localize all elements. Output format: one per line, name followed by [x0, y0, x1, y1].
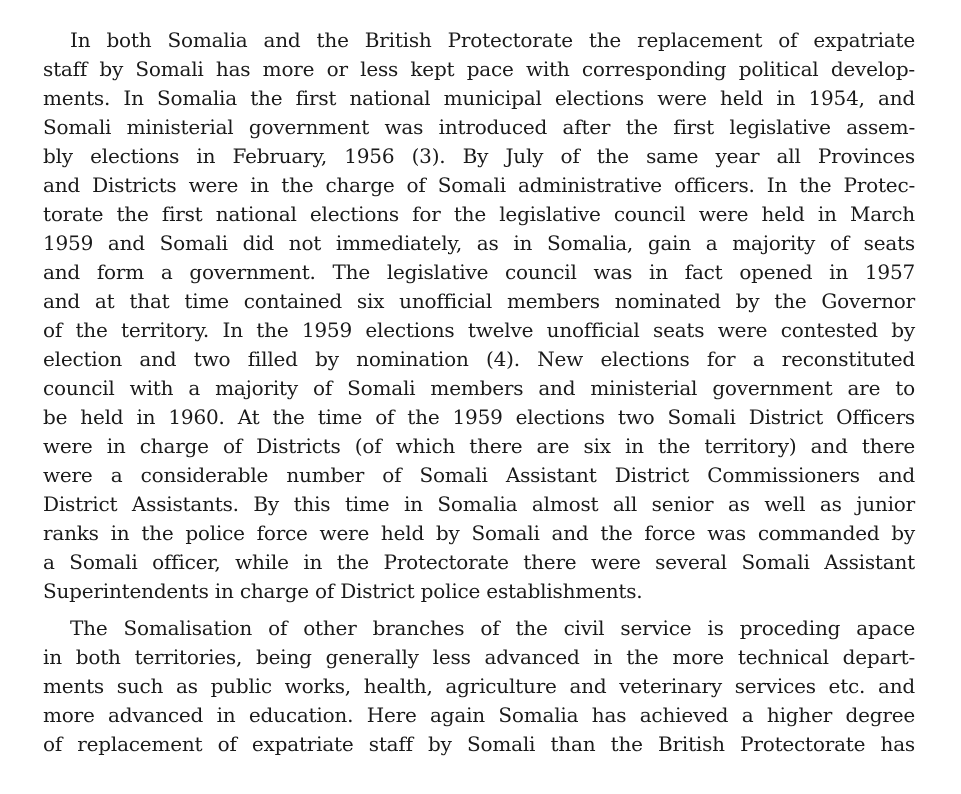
text-line: District Assistants. By this time in Somalia almost all senior as well as junior: [43, 492, 915, 516]
text-line: In both Somalia and the British Protectorate the replacement of expatriate: [70, 28, 915, 52]
text-line: were in charge of Districts (of which there are six in the territory) and there: [43, 434, 915, 458]
text-line: in both territories, being generally less advanced in the more technical depart-: [43, 645, 915, 669]
text-line: were a considerable number of Somali Assistant District Commissioners and: [43, 463, 915, 487]
text-line: election and two filled by nomination (4). New elections for a reconstituted: [43, 347, 915, 371]
paragraph-1: [43, 26, 915, 606]
text-line: and at that time contained six unofficial members nominated by the Governor: [43, 289, 915, 313]
text-line: more advanced in education. Here again Somalia has achieved a higher degree: [43, 703, 915, 727]
text-line: ments. In Somalia the first national municipal elections were held in 1954, and: [43, 86, 915, 110]
text-line: staff by Somali has more or less kept pace with corresponding political develop-: [43, 57, 915, 81]
text-line: of replacement of expatriate staff by Somali than the British Protectorate has: [43, 732, 915, 756]
text-line: and form a government. The legislative council was in fact opened in 1957: [43, 260, 915, 284]
text-line: Somali ministerial government was introduced after the first legislative assem-: [43, 115, 915, 139]
document-body: [43, 26, 915, 759]
text-line: be held in 1960. At the time of the 1959 elections two Somali District Officers: [43, 405, 915, 429]
text-line: council with a majority of Somali members and ministerial government are to: [43, 376, 915, 400]
text-line: ranks in the police force were held by Somali and the force was commanded by: [43, 521, 915, 545]
paragraph-2: [43, 614, 915, 759]
text-line: and Districts were in the charge of Somali administrative officers. In the Protec-: [43, 173, 915, 197]
text-line: The Somalisation of other branches of the civil service is proceding apace: [70, 616, 915, 640]
text-line: bly elections in February, 1956 (3). By July of the same year all Provinces: [43, 144, 915, 168]
text-line: of the territory. In the 1959 elections twelve unofficial seats were contested by: [43, 318, 915, 342]
text-line: ments such as public works, health, agriculture and veterinary services etc. and: [43, 674, 915, 698]
paragraph-spacer: [43, 606, 915, 614]
text-line: 1959 and Somali did not immediately, as in Somalia, gain a majority of seats: [43, 231, 915, 255]
text-line: torate the first national elections for the legislative council were held in March: [43, 202, 915, 226]
text-line: Superintendents in charge of District police establishments.: [43, 579, 643, 603]
text-line: a Somali officer, while in the Protectorate there were several Somali Assistant: [43, 550, 915, 574]
